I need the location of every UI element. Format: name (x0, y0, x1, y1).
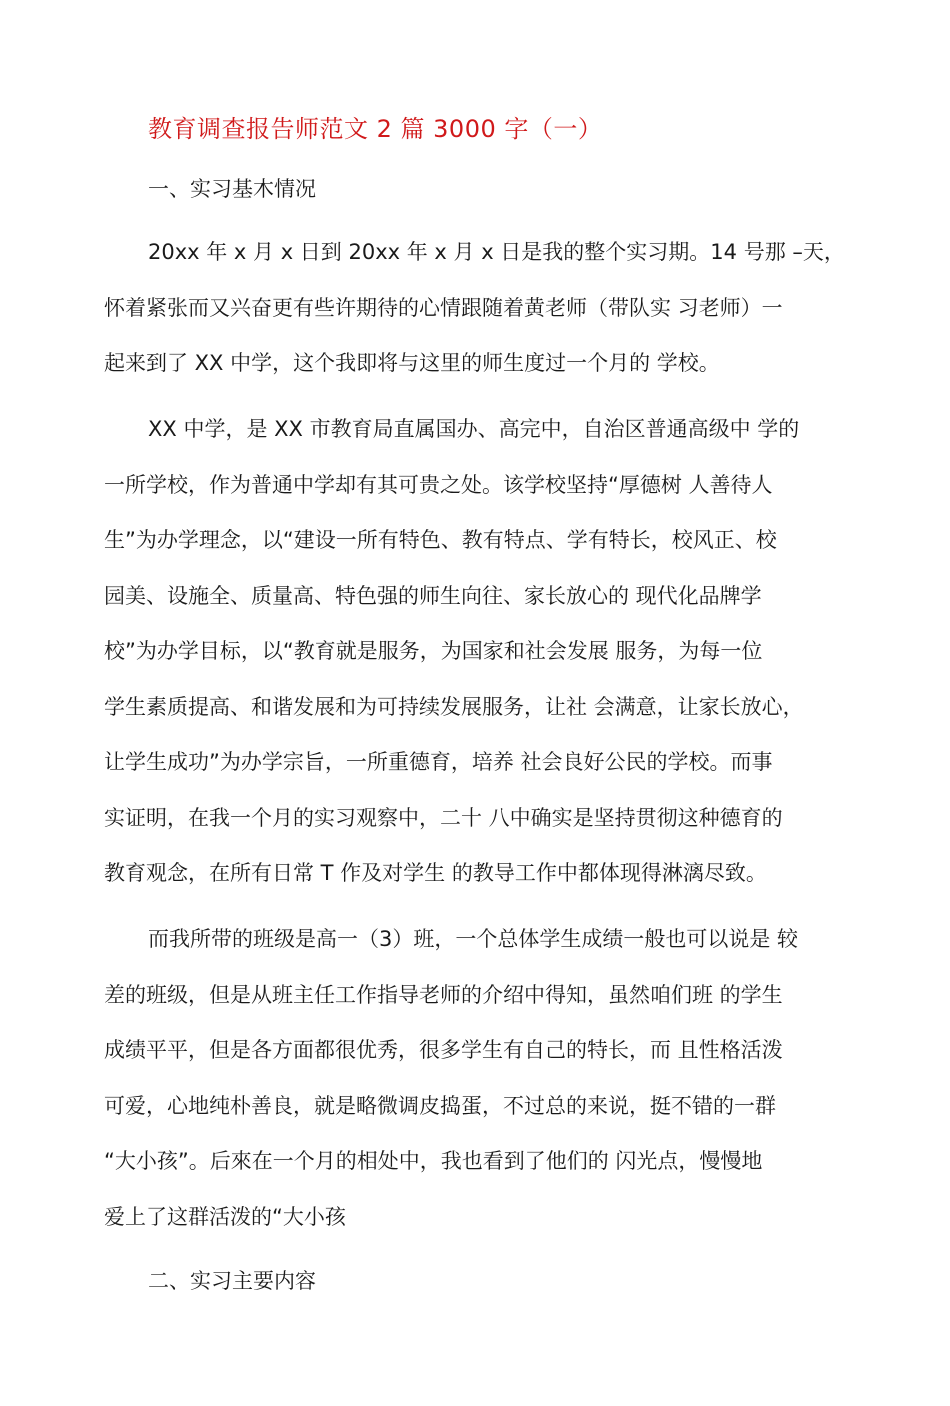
document-title: 教育调查报告师范文 2 篇 3000 字（一） (148, 115, 603, 143)
paragraph-line: 一所学校，作为普通中学却有其可贵之处。该学校坚持“厚德树 人善待人 (104, 472, 773, 497)
paragraph-line: 实证明，在我一个月的实习观察中，二十 八中确实是坚持贯彻这种德育的 (104, 805, 783, 830)
paragraph-school-intro (104, 402, 852, 902)
section-heading-main-content: 二、实习主要内容 (148, 1269, 316, 1293)
paragraph-line: 可爱，心地纯朴善良，就是略微调皮捣蛋，不过总的来说，挺不错的一群 (104, 1093, 776, 1118)
paragraph-line: 而我所带的班级是高一（3）班，一个总体学生成绩一般也可以说是 较 (148, 927, 799, 951)
paragraph-line: 20xx 年 x 月 x 日到 20xx 年 x 月 x 日是我的整个实习期。14 号那 –天， (148, 240, 845, 264)
paragraph-line: 起来到了 XX 中学，这个我即将与这里的师生度过一个月的 学校。 (104, 351, 720, 375)
paragraph-line: 爱上了这群活泼的“大小孩 (104, 1204, 346, 1229)
paragraph-line: 成绩平平，但是各方面都很优秀，很多学生有自己的特长，而 且性格活泼 (104, 1038, 783, 1062)
paragraph-line: 学生素质提高、和谐发展和为可持续发展服务，让社 会满意，让家长放心， (104, 694, 804, 719)
paragraph-line: XX 中学，是 XX 市教育局直属国办、高完中，自治区普通高级中 学的 (148, 417, 800, 441)
paragraph-line: 让学生成功”为办学宗旨，一所重德育，培养 社会良好公民的学校。而事 (104, 750, 773, 774)
paragraph-line: 教育观念，在所有日常 T 作及对学生 的教导工作中都体现得淋漓尽致。 (104, 861, 767, 885)
paragraph-line: 差的班级，但是从班主任工作指导老师的介绍中得知，虽然咱们班 的学生 (104, 982, 783, 1007)
paragraph-class-description (104, 912, 852, 1245)
paragraph-line: 怀着紧张而又兴奋更有些许期待的心情跟随着黄老师（带队实 习老师）一 (104, 295, 783, 320)
paragraph-line: 园美、设施全、质量高、特色强的师生向往、家长放心的 现代化品牌学 (104, 583, 762, 608)
paragraph-line: “大小孩”。后來在一个月的相处中，我也看到了他们的 闪光点，慢慢地 (104, 1149, 763, 1173)
paragraph-internship-period (104, 225, 852, 392)
paragraph-line: 生”为办学理念，以“建设一所有特色、教有特点、学有特长，校风正、校 (104, 528, 777, 552)
section-heading-basic-info: 一、实习基木情况 (148, 177, 316, 201)
paragraph-line: 校”为办学目标，以“教育就是服务，为国家和社会发展 服务，为每一位 (104, 639, 763, 663)
